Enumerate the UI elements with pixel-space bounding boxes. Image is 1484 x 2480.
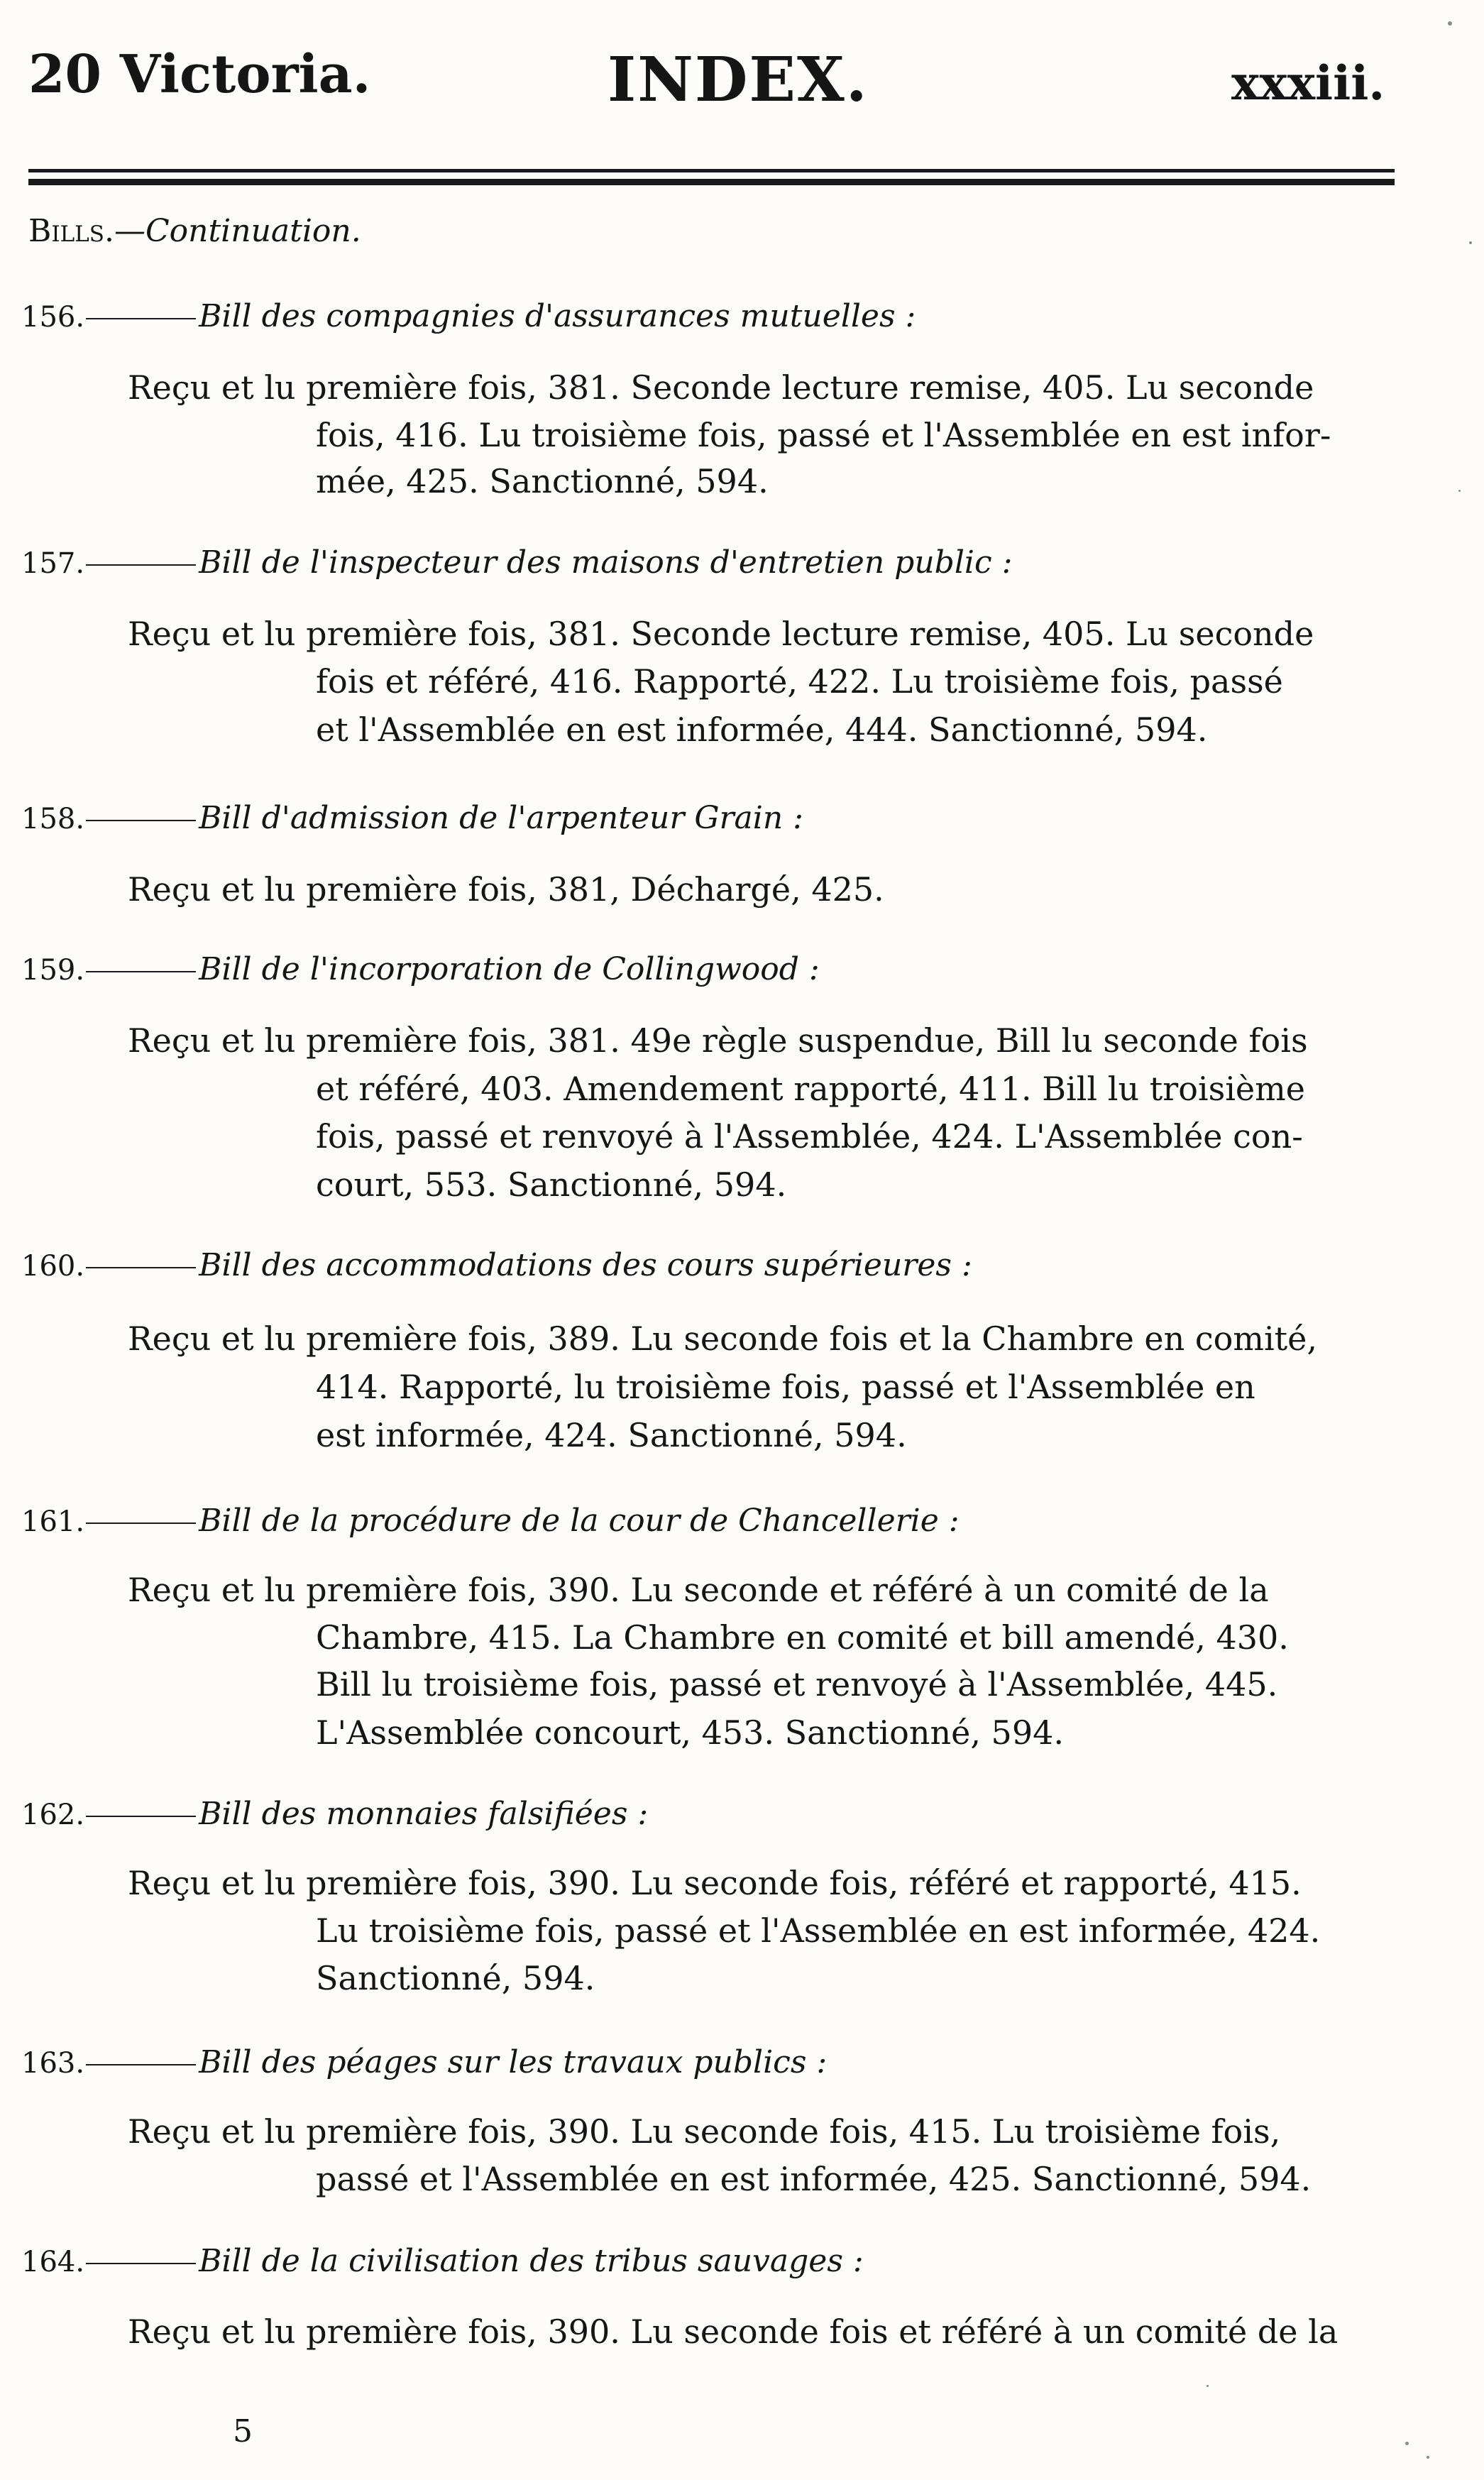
scan-speck bbox=[1405, 2442, 1409, 2445]
entry-dash bbox=[86, 1816, 196, 1817]
entry-line: fois et référé, 416. Rapporté, 422. Lu troisième fois, passé bbox=[316, 662, 1283, 701]
entry-line: Reçu et lu première fois, 390. Lu seconde et référé à un comité de la bbox=[128, 1571, 1269, 1609]
header-title: INDEX. bbox=[608, 44, 869, 116]
entry-line: Chambre, 415. La Chambre en comité et bill amendé, 430. bbox=[316, 1618, 1289, 1657]
entry-dash bbox=[86, 2263, 196, 2264]
entry-line: Reçu et lu première fois, 381. Seconde lecture remise, 405. Lu seconde bbox=[128, 615, 1314, 653]
entry-title: Bill d'admission de l'arpenteur Grain : bbox=[199, 800, 803, 836]
entry-line: Lu troisième fois, passé et l'Assemblée en est informée, 424. bbox=[316, 1911, 1321, 1950]
entry-heading bbox=[21, 1796, 648, 1832]
entry-line: Reçu et lu première fois, 390. Lu seconde fois, référé et rapporté, 415. bbox=[128, 1864, 1302, 1902]
header-session: 20 Victoria. bbox=[28, 44, 371, 105]
entry-title: Bill de l'inspecteur des maisons d'entretien public : bbox=[199, 544, 1013, 581]
entry-title: Bill de la civilisation des tribus sauvages : bbox=[199, 2243, 864, 2279]
entry-heading bbox=[21, 298, 916, 334]
section-heading bbox=[28, 213, 361, 249]
entry-line: Reçu et lu première fois, 381, Déchargé, 425. bbox=[128, 870, 884, 909]
scan-speck bbox=[1448, 21, 1452, 26]
header-rule-thick bbox=[28, 179, 1395, 185]
entry-line: Sanctionné, 594. bbox=[316, 1959, 595, 1997]
entry-heading bbox=[21, 2243, 864, 2279]
entry-title: Bill de l'incorporation de Collingwood : bbox=[199, 951, 820, 987]
entry-line: L'Assemblée concourt, 453. Sanctionné, 594. bbox=[316, 1713, 1064, 1752]
entry-number: 162. bbox=[21, 1799, 85, 1831]
entry-number: 163. bbox=[21, 2047, 85, 2080]
entry-line: passé et l'Assemblée en est informée, 425. Sanctionné, 594. bbox=[316, 2160, 1312, 2198]
entry-line: 414. Rapporté, lu troisième fois, passé et l'Assemblée en bbox=[316, 1368, 1255, 1406]
entry-line: Reçu et lu première fois, 390. Lu seconde fois, 415. Lu troisième fois, bbox=[128, 2112, 1281, 2151]
entry-heading bbox=[21, 1503, 960, 1539]
entry-heading bbox=[21, 1247, 972, 1283]
scan-speck bbox=[1469, 241, 1472, 244]
entry-title: Bill de la procédure de la cour de Chancellerie : bbox=[199, 1503, 960, 1539]
entry-number: 156. bbox=[21, 301, 85, 334]
entry-title: Bill des compagnies d'assurances mutuelles : bbox=[199, 298, 916, 334]
entry-line: et l'Assemblée en est informée, 444. Sanctionné, 594. bbox=[316, 710, 1208, 749]
entry-number: 158. bbox=[21, 803, 85, 835]
entry-line: et référé, 403. Amendement rapporté, 411. Bill lu troisième bbox=[316, 1070, 1305, 1108]
entry-line: Reçu et lu première fois, 381. Seconde lecture remise, 405. Lu seconde bbox=[128, 368, 1314, 407]
entry-dash bbox=[86, 564, 196, 566]
entry-heading bbox=[21, 544, 1012, 581]
entry-number: 157. bbox=[21, 547, 85, 580]
entry-dash bbox=[86, 318, 196, 319]
scan-speck bbox=[1458, 490, 1461, 492]
section-continuation: —Continuation. bbox=[114, 213, 361, 249]
section-name: Bills. bbox=[28, 213, 114, 249]
header-page-number: xxxiii. bbox=[1231, 55, 1385, 111]
entry-dash bbox=[86, 971, 196, 972]
entry-number: 164. bbox=[21, 2246, 85, 2278]
entry-line: Reçu et lu première fois, 381. 49e règle suspendue, Bill lu seconde fois bbox=[128, 1021, 1308, 1060]
signature-mark: 5 bbox=[233, 2413, 253, 2449]
entry-line: Bill lu troisième fois, passé et renvoyé à l'Assemblée, 445. bbox=[316, 1665, 1278, 1703]
entry-line: Reçu et lu première fois, 390. Lu seconde fois et référé à un comité de la bbox=[128, 2312, 1339, 2351]
entry-dash bbox=[86, 1522, 196, 1524]
scan-speck bbox=[1207, 2385, 1209, 2387]
entry-dash bbox=[86, 820, 196, 821]
entry-heading bbox=[21, 2044, 827, 2080]
entry-title: Bill des monnaies falsifiées : bbox=[199, 1796, 649, 1832]
entry-number: 160. bbox=[21, 1250, 85, 1283]
entry-line: fois, passé et renvoyé à l'Assemblée, 424. L'Assemblée con- bbox=[316, 1117, 1303, 1156]
entry-number: 159. bbox=[21, 954, 85, 987]
entry-dash bbox=[86, 2064, 196, 2065]
entry-number: 161. bbox=[21, 1505, 85, 1538]
entry-heading bbox=[21, 951, 820, 987]
entry-title: Bill des accommodations des cours supérieures : bbox=[199, 1247, 972, 1283]
header-rule-thin bbox=[28, 169, 1395, 172]
entry-title: Bill des péages sur les travaux publics : bbox=[199, 2044, 828, 2080]
entry-line: court, 553. Sanctionné, 594. bbox=[316, 1165, 787, 1204]
entry-line: est informée, 424. Sanctionné, 594. bbox=[316, 1416, 907, 1454]
entry-line: Reçu et lu première fois, 389. Lu seconde fois et la Chambre en comité, bbox=[128, 1319, 1318, 1358]
entry-dash bbox=[86, 1267, 196, 1268]
scan-speck bbox=[1427, 2456, 1429, 2459]
entry-line: mée, 425. Sanctionné, 594. bbox=[316, 462, 769, 500]
entry-line: fois, 416. Lu troisième fois, passé et l'Assemblée en est infor- bbox=[316, 416, 1331, 454]
entry-heading bbox=[21, 800, 803, 836]
